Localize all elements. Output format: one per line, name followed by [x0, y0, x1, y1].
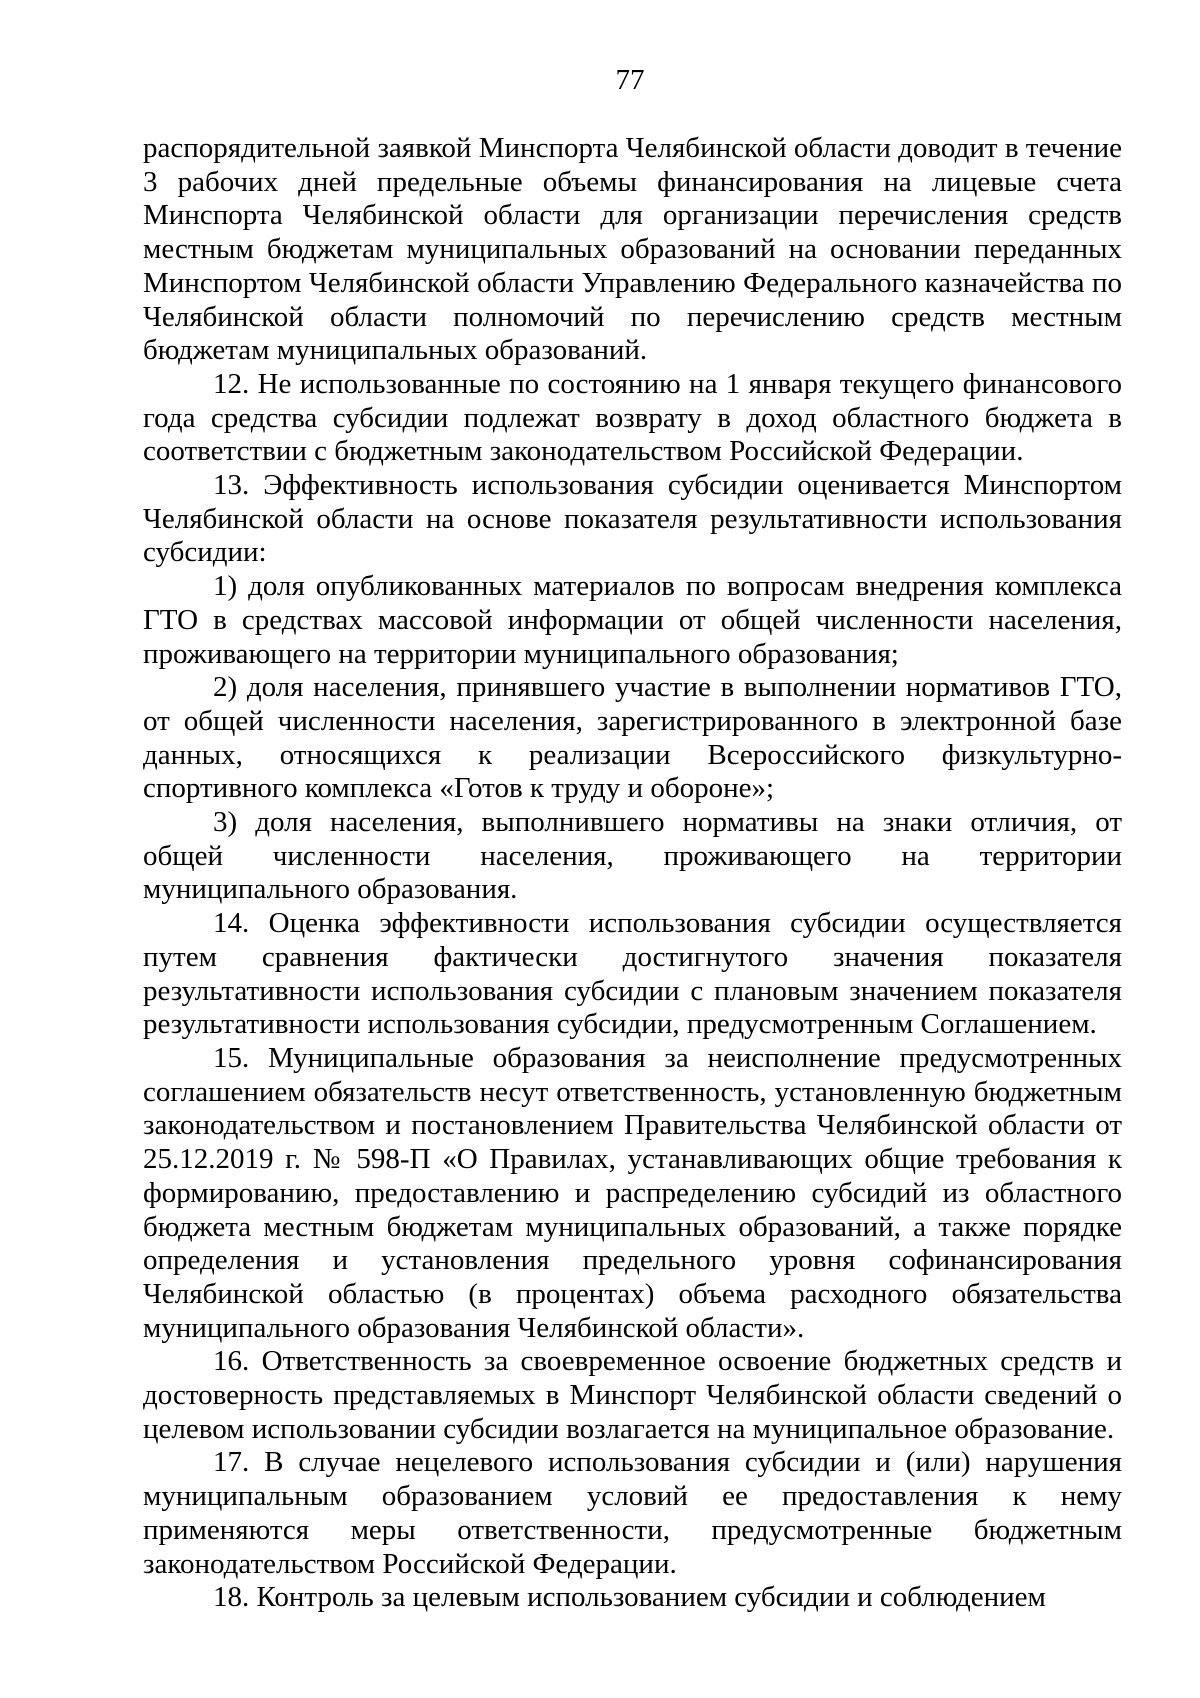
paragraph-subitem-3: 3) доля населения, выполнившего нормативы на знаки отличия, от общей численности населения, проживающего на территории муниципального образования. — [143, 806, 1122, 906]
paragraph-item-13: 13. Эффективность использования субсидии оценивается Минспортом Челябинской области на основе показателя результативности использования субсидии: — [143, 469, 1122, 569]
document-body — [143, 132, 1122, 1615]
page-number: 77 — [615, 64, 645, 96]
paragraph-item-12: 12. Не использованные по состоянию на 1 января текущего финансового года средства субсидии подлежат возврату в доход областного бюджета в соответствии с бюджетным законодательством Российской Федерации. — [143, 367, 1122, 468]
paragraph-item-18: 18. Контроль за целевым использованием субсидии и соблюдением — [213, 1581, 1046, 1614]
paragraph-item-17: 17. В случае нецелевого использования субсидии и (или) нарушения муниципальным образованием условий ее предоставления к нему применяются меры ответственности, предусмотренные бюджетным законодательством Российской Федерации. — [143, 1446, 1122, 1580]
paragraph-subitem-1: 1) доля опубликованных материалов по вопросам внедрения комплекса ГТО в средствах массовой информации от общей численности населения, проживающего на территории муниципального образования; — [143, 570, 1122, 670]
paragraph-item-16: 16. Ответственность за своевременное освоение бюджетных средств и достоверность представляемых в Минспорт Челябинской области сведений о целевом использовании субсидии возлагается на муниципальное образование. — [143, 1345, 1122, 1445]
paragraph-continuation: распорядительной заявкой Минспорта Челябинской области доводит в течение 3 рабочих дней предельные объемы финансирования на лицевые счета Минспорта Челябинской области для организации перечисления средств местным бюджетам муниципальных образований на основании переданных Минспортом Челябинской области Управлению Федерального казначейства по Челябинской области полномочий по перечислению средств местным бюджетам муниципальных образований. — [143, 132, 1122, 367]
paragraph-item-14: 14. Оценка эффективности использования субсидии осуществляется путем сравнения фактически достигнутого значения показателя результативности использования субсидии с плановым значением показателя результативности использования субсидии, предусмотренным Соглашением. — [143, 907, 1122, 1041]
paragraph-item-15: 15. Муниципальные образования за неисполнение предусмотренных соглашением обязательств несут ответственность, установленную бюджетным законодательством и постановлением Правительства Челябинской области от 25.12.2019 г. № 598-П «О Правилах, устанавливающих общие требования к формированию, предоставлению и распределению субсидий из областного бюджета местным бюджетам муниципальных образований, а также порядке определения и установления предельного уровня софинансирования Челябинской областью (в процентах) объема расходного обязательства муниципального образования Челябинской области». — [143, 1041, 1122, 1344]
paragraph-subitem-2: 2) доля населения, принявшего участие в выполнении нормативов ГТО, от общей численности населения, зарегистрированного в электронной базе данных, относящихся к реализации Всероссийского физкультурно-спортивного комплекса «Готов к труду и обороне»; — [143, 671, 1122, 805]
